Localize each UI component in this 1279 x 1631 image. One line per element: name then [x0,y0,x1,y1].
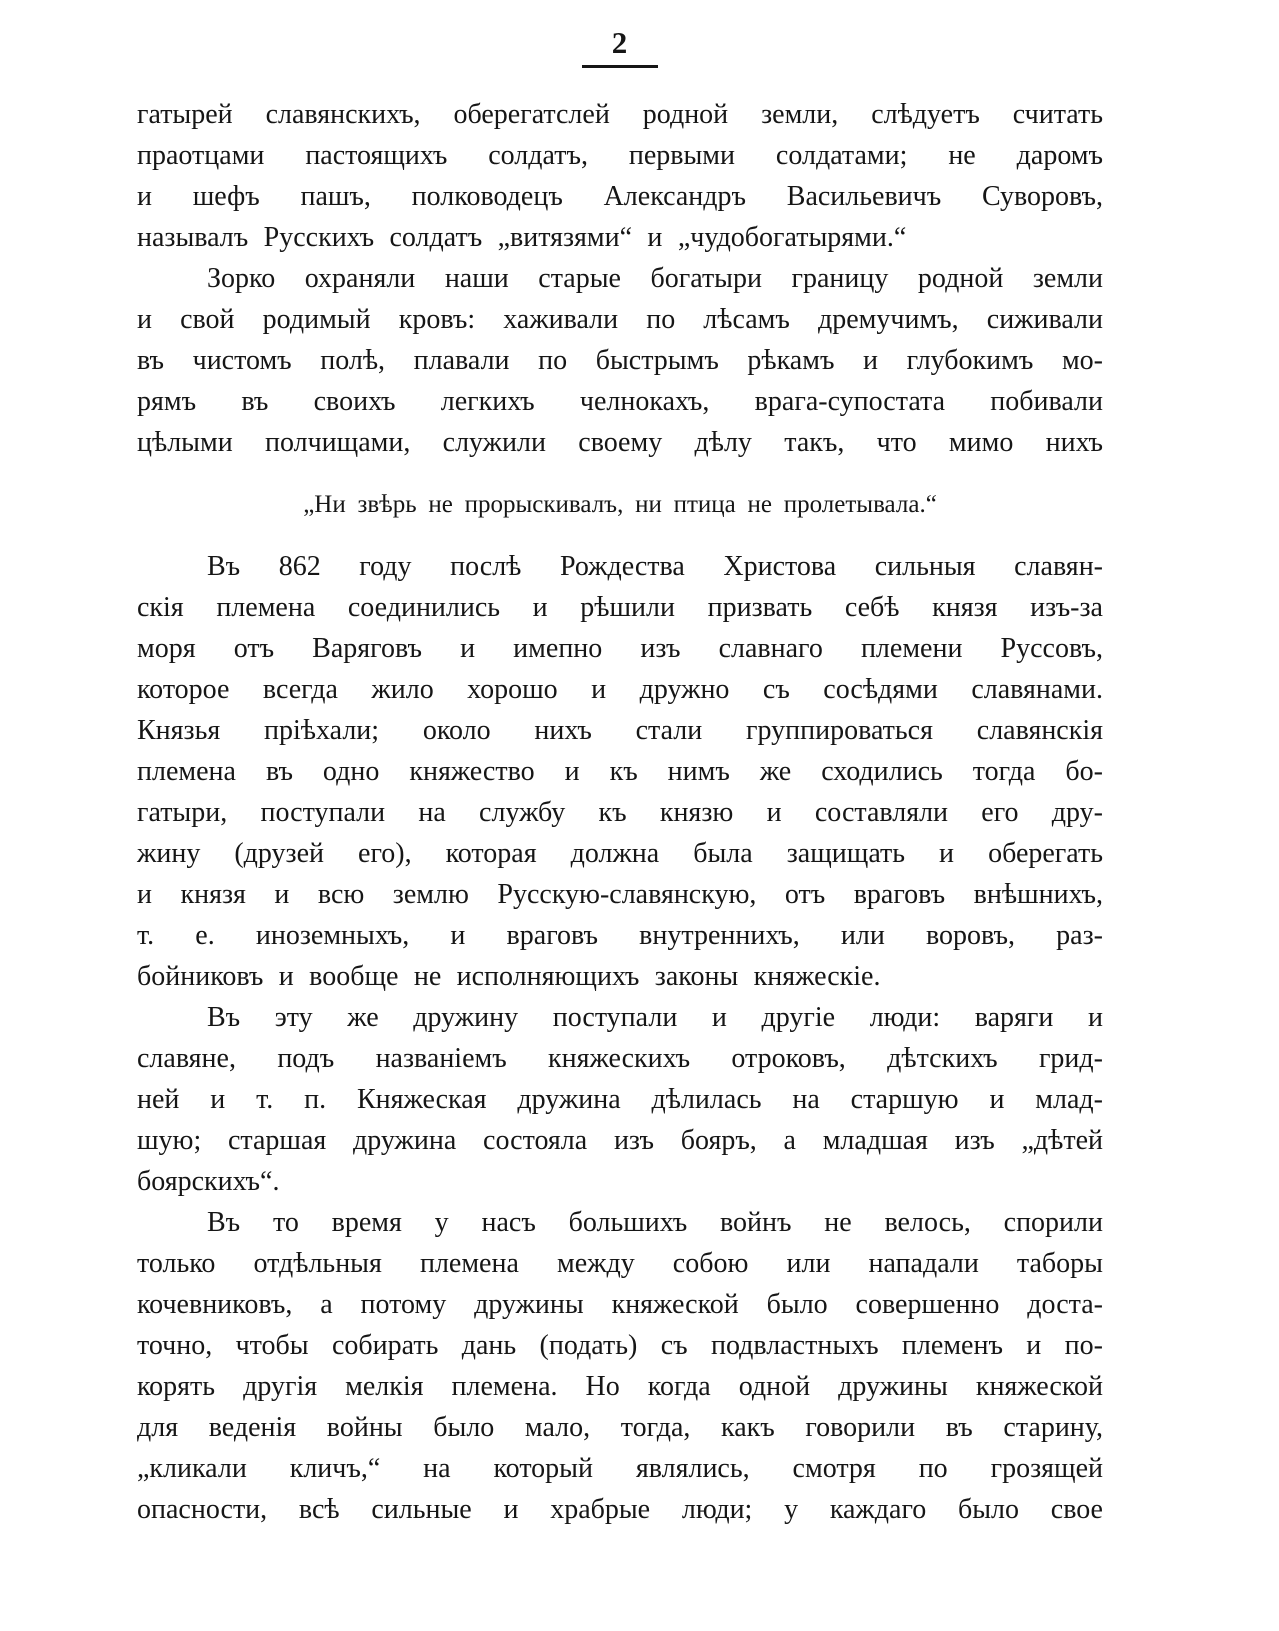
text-line: моря отъ Варяговъ и имепно изъ славнаго племени Руссовъ, [137,633,1103,664]
text-line: только отдѣльныя племена между собою или нападали таборы [137,1248,1103,1279]
quote-line: „Ни звѣрь не прорыскивалъ, ни птица не пролетывала.“ [303,491,937,518]
text-line: и шефъ пашъ, полководецъ Александръ Васильевичъ Суворовъ, [137,181,1103,212]
text-line: праотцами пастоящихъ солдатъ, первыми солдатами; не даромъ [137,140,1103,171]
text-line: славяне, подъ названіемъ княжескихъ отроковъ, дѣтскихъ грид- [137,1043,1103,1074]
text-line: точно, чтобы собирать дань (подать) съ подвластныхъ племенъ и по- [137,1330,1103,1361]
text-line: Зорко охраняли наши старые богатыри границу родной земли [207,263,1103,294]
text-line: корять другія мелкія племена. Но когда одной дружины княжеской [137,1371,1103,1402]
text-line: племена въ одно княжество и къ нимъ же сходились тогда бо- [137,756,1103,787]
text-line: гатыри, поступали на службу къ князю и составляли его дру- [137,797,1103,828]
text-line: для веденія войны было мало, тогда, какъ говорили въ старину, [137,1412,1103,1443]
text-line: которое всегда жило хорошо и дружно съ сосѣдями славянами. [137,674,1103,705]
text-line: называлъ Русскихъ солдатъ „витязями“ и „чудобогатырями.“ [137,222,907,253]
text-line: и свой родимый кровъ: хаживали по лѣсамъ дремучимъ, сиживали [137,304,1103,335]
text-line: опасности, всѣ сильные и храбрые люди; у каждаго было свое [137,1494,1103,1525]
page-number: 2 [611,25,629,60]
page-text [137,94,1103,1530]
text-line: цѣлыми полчищами, служили своему дѣлу такъ, что мимо нихъ [137,427,1103,458]
text-line: Въ эту же дружину поступали и другіе люди: варяги и [207,1002,1103,1033]
text-line: „кликали кличъ,“ на который являлись, смотря по грозящей [137,1453,1103,1484]
text-line: жину (друзей его), которая должна была защищать и оберегать [137,838,1103,869]
text-line: ней и т. п. Княжеская дружина дѣлилась на старшую и млад- [137,1084,1103,1115]
text-line: рямъ въ своихъ легкихъ челнокахъ, врага-супостата побивали [137,386,1103,417]
text-line: боярскихъ“. [137,1166,280,1197]
header-rule-divider [582,65,658,68]
text-line: гатырей славянскихъ, оберегатслей родной земли, слѣдуетъ считать [137,99,1103,130]
text-line: въ чистомъ полѣ, плавали по быстрымъ рѣкамъ и глубокимъ мо- [137,345,1103,376]
text-line: кочевниковъ, а потому дружины княжеской было совершенно доста- [137,1289,1103,1320]
text-line: Въ то время у насъ большихъ войнъ не велось, спорили [207,1207,1103,1238]
text-line: Князья пріѣхали; около нихъ стали группироваться славянскія [137,715,1103,746]
text-line: т. е. иноземныхъ, и враговъ внутреннихъ, или воровъ, раз- [137,920,1103,951]
text-line: шую; старшая дружина состояла изъ бояръ, а младшая изъ „дѣтей [137,1125,1103,1156]
page-header [137,0,1103,68]
text-line: и князя и всю землю Русскую-славянскую, отъ враговъ внѣшнихъ, [137,879,1103,910]
text-line: скія племена соединились и рѣшили призвать себѣ князя изъ-за [137,592,1103,623]
text-line: Въ 862 году послѣ Рождества Христова сильныя славян- [207,551,1103,582]
text-line: бойниковъ и вообще не исполняющихъ законы княжескіе. [137,961,881,992]
